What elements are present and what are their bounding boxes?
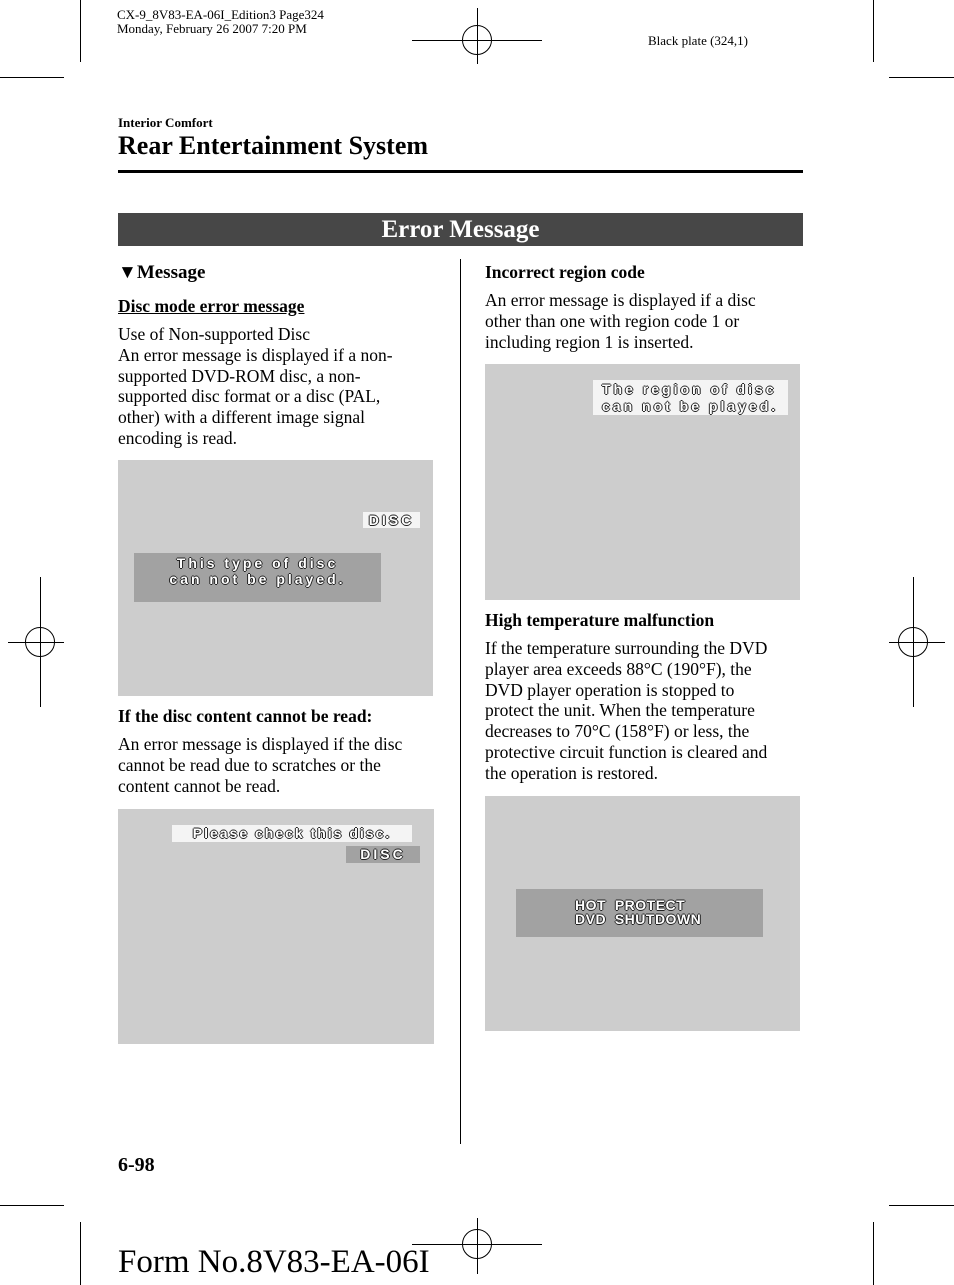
- text-line: cannot be read due to scratches or the: [118, 754, 381, 775]
- incorrect-region-text: [485, 290, 805, 352]
- message-heading: [118, 262, 205, 284]
- disc-unreadable-text: [118, 734, 453, 796]
- text-line: supported DVD-ROM disc, a non-: [118, 365, 361, 386]
- text-line: protect the unit. When the temperature: [485, 700, 755, 721]
- text-line: content cannot be read.: [118, 775, 281, 796]
- osd-unsupported-disc-message: This type of disc can not be played.: [134, 553, 381, 602]
- osd-region-error-message: The region of disc can not be played.: [593, 380, 788, 415]
- text-line: decreases to 70°C (158°F) or less, the: [485, 721, 750, 742]
- title-rule: [118, 170, 803, 173]
- file-date: Monday, February 26 2007 7:20 PM: [117, 21, 307, 36]
- triangle-down-icon: ▼: [118, 262, 137, 283]
- text-line: An error message is displayed if the disc: [118, 734, 403, 754]
- plate-label: Black plate (324,1): [648, 33, 748, 48]
- screen-illustration-region-error: [485, 364, 800, 600]
- disc-unreadable-heading: If the disc content cannot be read:: [118, 706, 373, 726]
- disc-mode-error-text: [118, 324, 448, 449]
- text-line: If the temperature surrounding the DVD: [485, 638, 768, 658]
- error-message-banner: Error Message: [118, 213, 803, 246]
- text-line: other) with a different image signal: [118, 407, 366, 428]
- message-heading-label: Message: [136, 262, 206, 283]
- screen-illustration-unsupported-disc: [118, 460, 433, 696]
- screen-illustration-hot-protect: [485, 796, 800, 1031]
- page-title: Rear Entertainment System: [118, 131, 429, 160]
- text-line: DVD player operation is stopped to: [485, 679, 735, 700]
- form-number: Form No.8V83-EA-06I: [118, 1244, 430, 1280]
- text-line: An error message is displayed if a non-: [118, 344, 393, 365]
- text-line: the operation is restored.: [485, 762, 659, 783]
- high-temperature-text: [485, 638, 805, 784]
- osd-hot-protect-message: HOT PROTECT DVD SHUTDOWN: [516, 889, 763, 937]
- page-number: 6-98: [118, 1154, 155, 1176]
- text-line: supported disc format or a disc (PAL,: [118, 386, 381, 407]
- text-line: other than one with region code 1 or: [485, 310, 740, 331]
- incorrect-region-heading: Incorrect region code: [485, 262, 645, 282]
- file-info: [117, 8, 324, 36]
- osd-disc-indicator: DISC: [363, 512, 420, 528]
- text-line: including region 1 is inserted.: [485, 331, 694, 352]
- file-name: CX-9_8V83-EA-06I_Edition3 Page324: [117, 7, 324, 22]
- text-line: player area exceeds 88°C (190°F), the: [485, 658, 752, 679]
- text-line: An error message is displayed if a disc: [485, 290, 756, 310]
- screen-illustration-check-disc: [118, 809, 434, 1044]
- non-supported-disc-label: Use of Non-supported Disc: [118, 324, 310, 344]
- osd-disc-indicator: DISC: [346, 846, 420, 863]
- high-temperature-heading: High temperature malfunction: [485, 610, 715, 630]
- text-line: protective circuit function is cleared and: [485, 741, 768, 762]
- column-divider: [460, 259, 461, 1144]
- disc-mode-error-heading: Disc mode error message: [118, 296, 305, 316]
- osd-check-disc-message: Please check this disc.: [172, 825, 412, 842]
- text-line: encoding is read.: [118, 427, 238, 448]
- section-category: Interior Comfort: [118, 115, 213, 130]
